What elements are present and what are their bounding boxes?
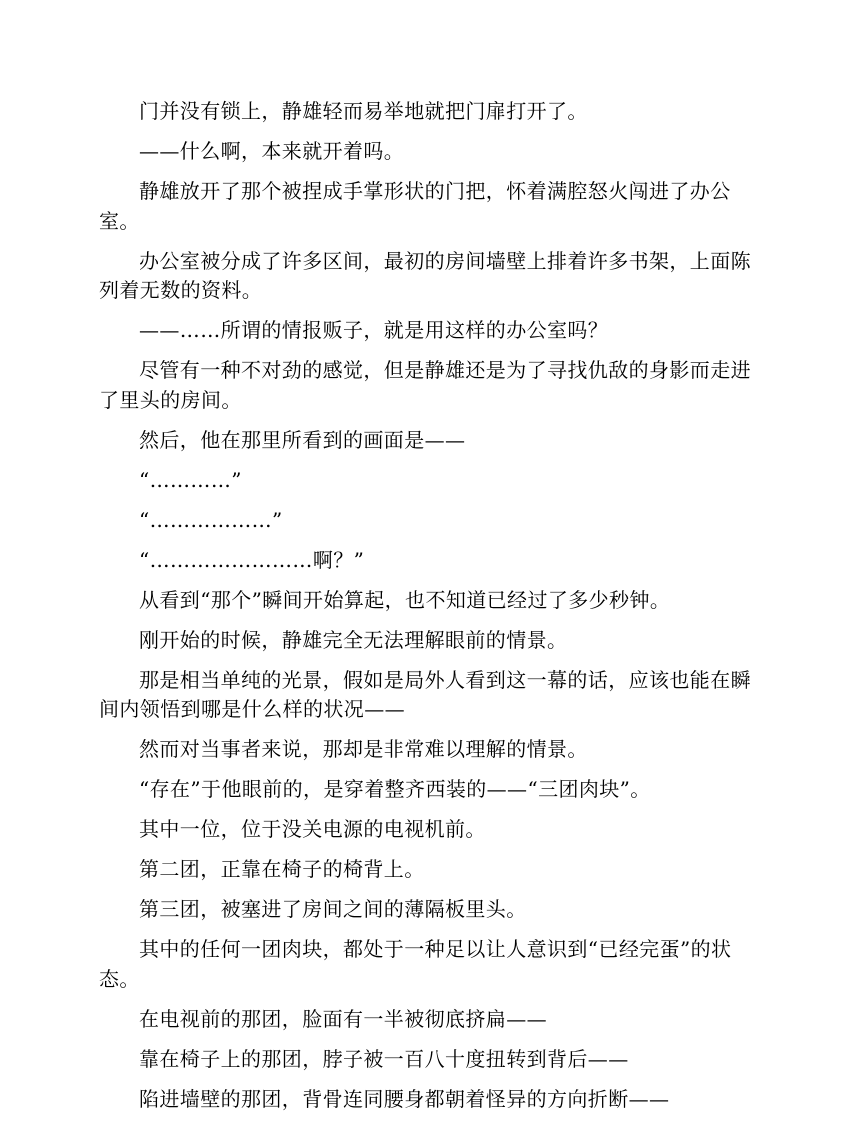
paragraph: “………………” xyxy=(139,507,283,532)
paragraph: 从看到“那个”瞬间开始算起，也不知道已经过了多少秒钟。 xyxy=(139,587,671,612)
paragraph: ——什么啊，本来就开着吗。 xyxy=(139,139,405,163)
paragraph: 办公室被分成了许多区间，最初的房间墙壁上排着许多书架，上面陈列着无数的资料。 xyxy=(99,248,751,302)
paragraph: 靠在椅子上的那团，脖子被一百八十度扭转到背后—— xyxy=(139,1046,629,1071)
paragraph: ——……所谓的情报贩子，就是用这样的办公室吗？ xyxy=(139,318,609,342)
paragraph: 那是相当单纯的光景，假如是局外人看到这一幕的话，应该也能在瞬间内领悟到哪是什么样的状况—— xyxy=(99,667,751,721)
paragraph: 刚开始的时候，静雄完全无法理解眼前的情景。 xyxy=(139,627,568,652)
paragraph: 尽管有一种不对劲的感觉，但是静雄还是为了寻找仇敌的身影而走进了里头的房间。 xyxy=(99,358,751,412)
body-text xyxy=(99,97,759,1125)
paragraph: 在电视前的那团，脸面有一半被彻底挤扁—— xyxy=(139,1006,547,1031)
paragraph: 陷进墙壁的那团，背骨连同腰身都朝着怪异的方向折断—— xyxy=(139,1086,670,1111)
paragraph: 其中的任何一团肉块，都处于一种足以让人意识到“已经完蛋”的状态。 xyxy=(99,937,732,991)
paragraph: “存在”于他眼前的，是穿着整齐西装的——“三团肉块”。 xyxy=(139,777,651,801)
paragraph: “……………………啊？” xyxy=(139,547,365,572)
paragraph: 第二团，正靠在椅子的椅背上。 xyxy=(139,857,425,881)
paragraph: 其中一位，位于没关电源的电视机前。 xyxy=(139,817,486,841)
paragraph: 然后，他在那里所看到的画面是—— xyxy=(139,427,466,452)
paragraph: “…………” xyxy=(139,467,242,492)
paragraph: 门并没有锁上，静雄轻而易举地就把门扉打开了。 xyxy=(139,99,588,123)
paragraph: 静雄放开了那个被捏成手掌形状的门把，怀着满腔怒火闯进了办公室。 xyxy=(99,179,731,233)
paragraph: 第三团，被塞进了房间之间的薄隔板里头。 xyxy=(139,897,527,921)
paragraph: 然而对当事者来说，那却是非常难以理解的情景。 xyxy=(139,737,588,761)
